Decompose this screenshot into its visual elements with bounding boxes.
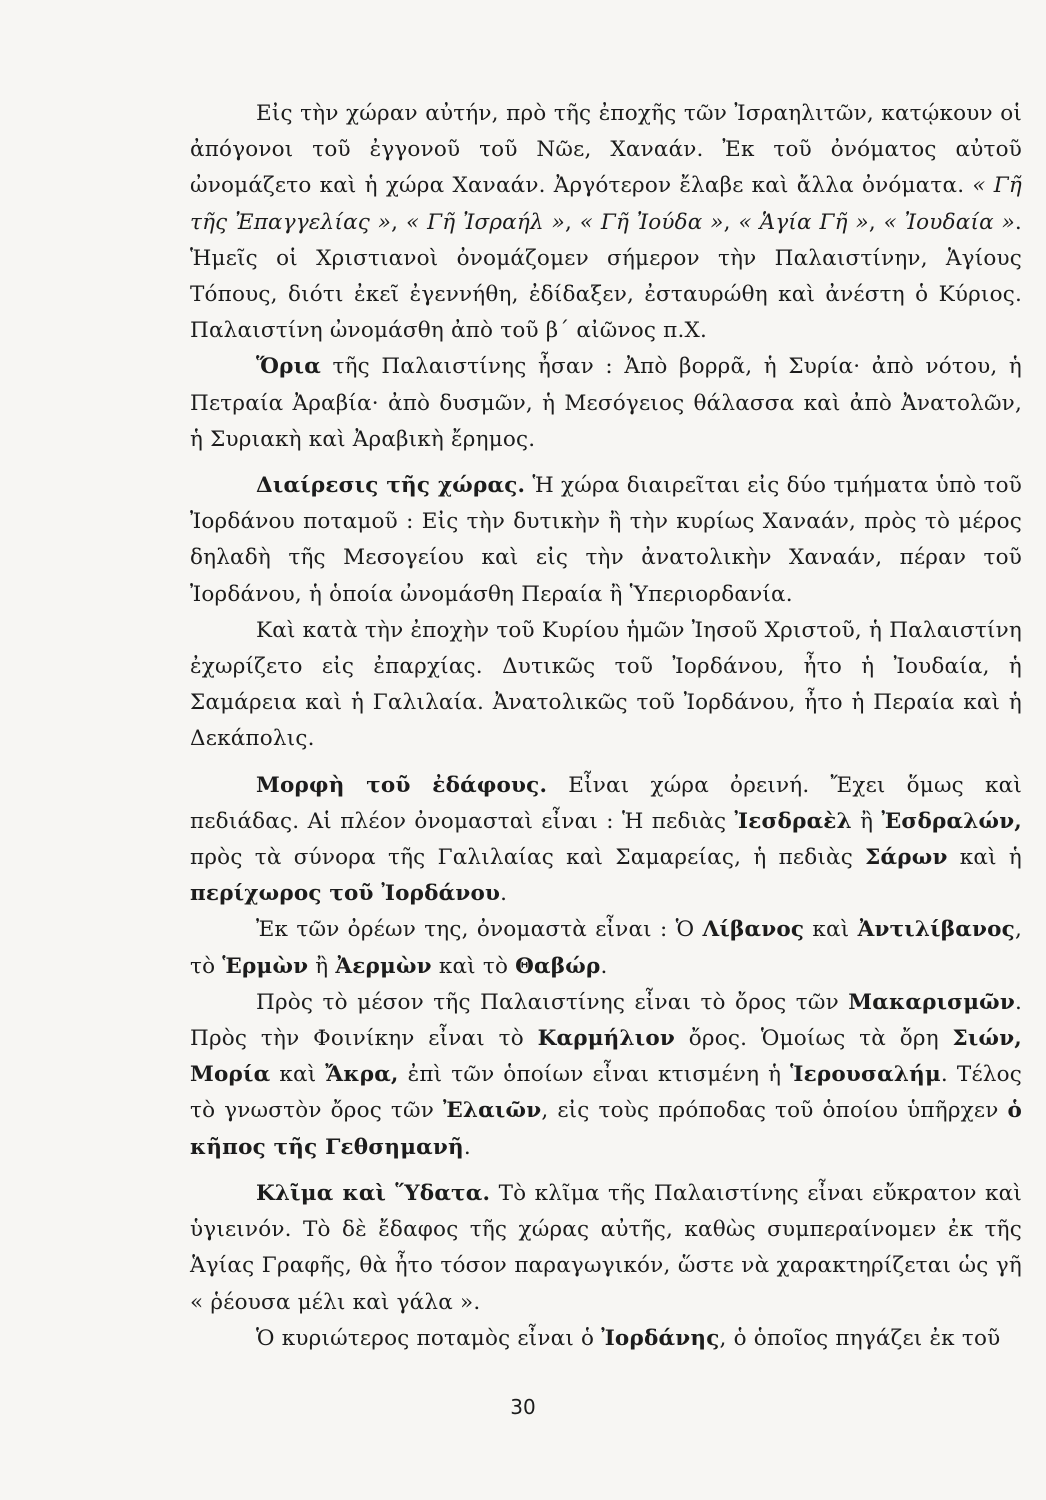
name-land-of-israel: « Γῆ Ἰσραήλ »: [405, 209, 565, 235]
heading-climate: Κλῖμα καὶ Ὕδατα.: [256, 1180, 491, 1206]
heading-borders: Ὅρια: [256, 354, 321, 380]
heading-division: Διαίρεσις τῆς χώρας.: [256, 473, 526, 499]
heading-terrain: Μορφὴ τοῦ ἐδάφους.: [256, 772, 548, 798]
paragraph-borders: Ὅρια τῆς Παλαιστίνης ἦσαν : Ἀπὸ βορρᾶ, ἡ Συρία· ἀπὸ νότου, ἡ Πετραία Ἀραβία· ἀπὸ δυσμῶν, ἡ Μεσόγειος θάλασσα καὶ ἀπὸ Ἀνατολῶν, ἡ Συριακὴ καὶ Ἀραβικὴ ἔρημος.: [190, 354, 1022, 452]
name-promised-land: « Γῆ τῆς Ἐπαγγελίας »: [190, 173, 1022, 235]
name-land-of-judah: « Γῆ Ἰούδα »: [579, 209, 724, 235]
paragraph-climate: Κλῖμα καὶ Ὕδατα. Τὸ κλῖμα τῆς Παλαιστίνης εἶναι εὔκρατον καὶ ὑγιεινόν. Τὸ δὲ ἔδαφος τῆς χώρας αὐτῆς, καθὼς συμπεραίνομεν ἐκ τῆς Ἁγίας Γραφῆς, θὰ ἦτο τόσον παραγωγικόν, ὥστε νὰ χαρακτηρίζεται ὡς γῆ « ῥέουσα μέλι καὶ γάλα ».: [190, 1180, 1023, 1315]
paragraph-provinces: Καὶ κατὰ τὴν ἐποχὴν τοῦ Κυρίου ἡμῶν Ἰησοῦ Χριστοῦ, ἡ Παλαιστίνη ἐχωρίζετο εἰς ἐπαρχίας. Δυτικῶς τοῦ Ἰορδάνου, ἦτο ἡ Ἰουδαία, ἡ Σαμάρεια καὶ ἡ Γαλιλαία. Ἀνατολικῶς τοῦ Ἰορδάνου, ἦτο ἡ Περαία καὶ ἡ Δεκάπολις.: [190, 617, 1022, 752]
page-body: [190, 96, 1022, 1357]
name-holy-land: « Ἁγία Γῆ »: [738, 209, 869, 235]
paragraph-terrain: Μορφὴ τοῦ ἐδάφους. Εἶναι χώρα ὀρεινή. Ἔχει ὅμως καὶ πεδιάδας. Αἱ πλέον ὀνομασταὶ εἶναι : Ἡ πεδιὰς Ἰεσδραὲλ ἢ Ἐσδραλών, πρὸς τὰ σύνορα τῆς Γαλιλαίας καὶ Σαμαρείας, ἡ πεδιὰς Σάρων καὶ ἡ περίχωρος τοῦ Ἰορδάνου.: [190, 772, 1022, 907]
paragraph-mountains: Ἐκ τῶν ὀρέων της, ὀνομαστὰ εἶναι : Ὁ Λίβανος καὶ Ἀντιλίβανος, τὸ Ἑρμὼν ἢ Ἀερμὼν καὶ τὸ Θαβώρ.: [190, 917, 1022, 979]
page-number: 30: [510, 1395, 536, 1419]
paragraph-division: Διαίρεσις τῆς χώρας. Ἡ χώρα διαιρεῖται εἰς δύο τμήματα ὑπὸ τοῦ Ἰορδάνου ποταμοῦ : Εἰς τὴν δυτικὴν ἢ τὴν κυρίως Χαναάν, πρὸς τὸ μέρος δηλαδὴ τῆς Μεσογείου καὶ εἰς τὴν ἀνατολικὴν Χαναάν, πέραν τοῦ Ἰορδάνου, ἡ ὁποία ὠνομάσθη Περαία ἢ Ὑπεριορδανία.: [190, 473, 1022, 607]
name-judea: « Ἰουδαία »: [883, 209, 1015, 235]
paragraph-river: Ὁ κυριώτερος ποταμὸς εἶναι ὁ Ἰορδάνης, ὁ ὁποῖος πηγάζει ἐκ τοῦ: [256, 1325, 1001, 1351]
paragraph-names: Εἰς τὴν χώραν αὐτήν, πρὸ τῆς ἐποχῆς τῶν Ἰσραηλιτῶν, κατῴκουν οἱ ἀπόγονοι τοῦ ἐγγονοῦ τοῦ Νῶε, Χαναάν. Ἐκ τοῦ ὀνόματος αὐτοῦ ὠνομάζετο καὶ ἡ χώρα Χαναάν. Ἀργότερον ἔλαβε καὶ ἄλλα ὀνόματα. « Γῆ τῆς Ἐπαγγελίας », « Γῆ Ἰσραήλ », « Γῆ Ἰούδα », « Ἁγία Γῆ », « Ἰουδαία ». Ἡμεῖς οἱ Χριστιανοὶ ὀνομάζομεν σήμερον τὴν Παλαιστίνην, Ἁγίους Τόπους, διότι ἐκεῖ ἐγεννήθη, ἐδίδαξεν, ἐσταυρώθη καὶ ἀνέστη ὁ Κύριος. Παλαιστίνη ὠνομάσθη ἀπὸ τοῦ β΄ αἰῶνος π.Χ.: [190, 101, 1022, 344]
paragraph-mountains-center: Πρὸς τὸ μέσον τῆς Παλαιστίνης εἶναι τὸ ὄρος τῶν Μακαρισμῶν. Πρὸς τὴν Φοινίκην εἶναι τὸ Καρμήλιον ὄρος. Ὁμοίως τὰ ὄρη Σιών, Μορία καὶ Ἄκρα, ἐπὶ τῶν ὁποίων εἶναι κτισμένη ἡ Ἱερουσαλήμ. Τέλος τὸ γνωστὸν ὄρος τῶν Ἐλαιῶν, εἰς τοὺς πρόποδας τοῦ ὁποίου ὑπῆρχεν ὁ κῆπος τῆς Γεθσημανῆ.: [190, 989, 1023, 1160]
